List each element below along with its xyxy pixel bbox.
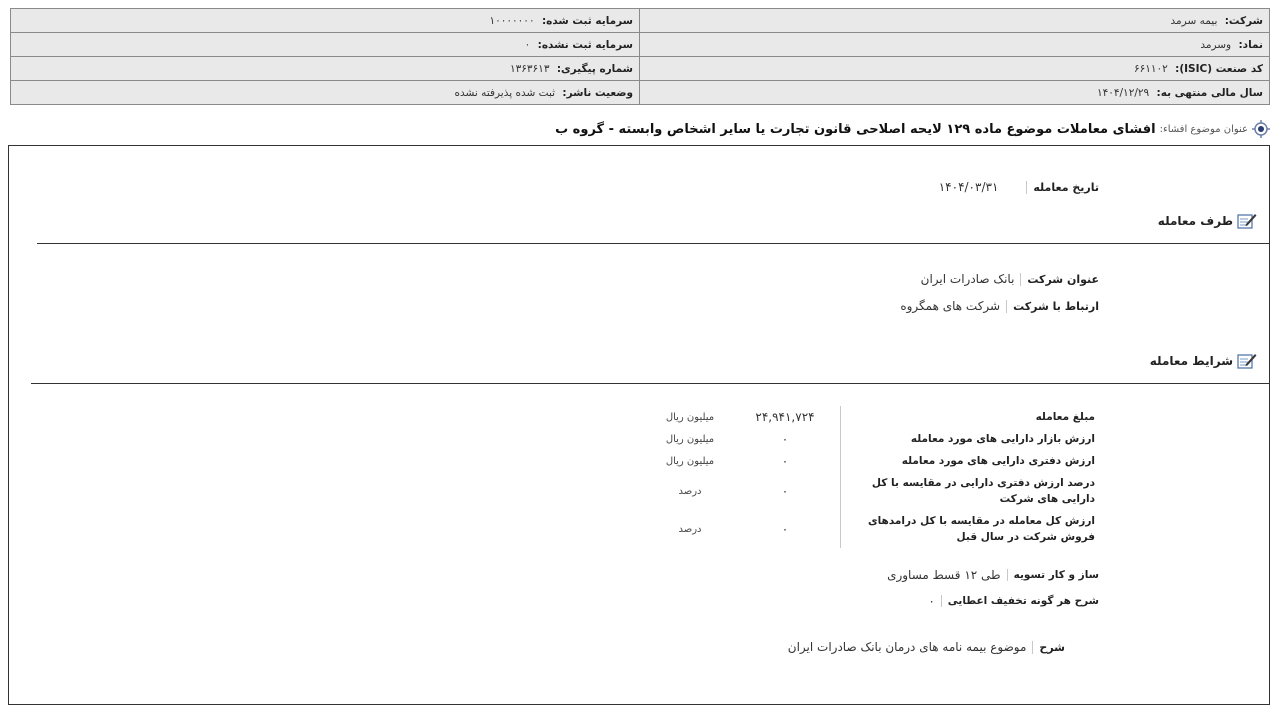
registered-capital-cell: [11, 9, 640, 33]
info-row: [11, 33, 1270, 57]
info-row: [11, 57, 1270, 81]
symbol-label: نماد:: [1238, 38, 1263, 51]
publisher-status-label: وضعیت ناشر:: [562, 86, 633, 99]
party-section-title: طرف معامله: [1157, 214, 1233, 228]
discount-value: ۰: [928, 594, 935, 608]
discount-row: [928, 594, 1099, 608]
condition-row: [619, 450, 1099, 472]
condition-value: ۰: [781, 522, 789, 536]
condition-row: [619, 406, 1099, 428]
registered-capital-label: سرمایه ثبت شده:: [541, 14, 633, 27]
edit-note-icon: [1237, 352, 1257, 370]
subject-prefix: عنوان موضوع افشاء:: [1159, 123, 1248, 135]
tracking-label: شماره پیگیری:: [556, 62, 633, 75]
transaction-date-value: ۱۴۰۴/۰۳/۳۱: [938, 180, 999, 194]
column-separator: [840, 472, 841, 510]
relation-value: شرکت های همگروه: [900, 299, 1001, 313]
transaction-date-row: [939, 180, 1099, 194]
description-row: [788, 640, 1065, 654]
description-value: موضوع بیمه نامه های درمان بانک صادرات ایران: [787, 640, 1027, 654]
settlement-row: [887, 568, 1099, 582]
unregistered-capital-cell: [11, 33, 640, 57]
condition-unit: میلیون ریال: [665, 433, 715, 445]
publisher-status-value: ثبت شده پذیرفته نشده: [454, 86, 556, 99]
company-label: شرکت:: [1224, 14, 1263, 27]
condition-row: [619, 428, 1099, 450]
condition-row: [619, 510, 1099, 548]
target-icon: [1252, 120, 1270, 138]
condition-unit: میلیون ریال: [665, 455, 715, 467]
party-section-divider: [37, 243, 1269, 244]
condition-label: ارزش دفتری دارایی های مورد معامله: [901, 455, 1095, 467]
company-value: بیمه سرمد: [1170, 14, 1218, 27]
subject-title: افشای معاملات موضوع ماده ۱۲۹ لایحه اصلاحی قانون تجارت یا سایر اشخاص وابسته - گروه ب: [555, 121, 1156, 137]
info-row: [11, 81, 1270, 105]
registered-capital-value: ۱۰۰۰۰۰۰۰: [489, 14, 535, 27]
unregistered-capital-label: سرمایه ثبت نشده:: [537, 38, 633, 51]
party-section-header: [1158, 212, 1257, 230]
column-separator: [840, 428, 841, 450]
settlement-label: ساز و کار تسویه: [1007, 569, 1099, 581]
condition-unit: درصد: [678, 523, 702, 535]
symbol-cell: [640, 33, 1270, 57]
isic-value: ۶۶۱۱۰۲: [1133, 62, 1168, 75]
condition-label: مبلغ معامله: [1035, 411, 1095, 423]
condition-value: ۰: [781, 454, 789, 468]
publisher-status-cell: [11, 81, 640, 105]
conditions-table: [619, 406, 1099, 548]
condition-value: ۲۴,۹۴۱,۷۲۴: [755, 410, 815, 424]
symbol-value: وسرمد: [1200, 38, 1232, 51]
condition-label: ارزش بازار دارایی های مورد معامله: [910, 433, 1095, 445]
column-separator: [840, 510, 841, 548]
company-info-table: [10, 8, 1270, 105]
disclosure-subject: [555, 120, 1270, 138]
condition-unit: درصد: [678, 485, 702, 497]
company-title-label: عنوان شرکت: [1020, 273, 1099, 286]
conditions-section-title: شرایط معامله: [1149, 354, 1233, 368]
description-label: شرح: [1032, 641, 1065, 654]
transaction-date-label: تاریخ معامله: [1026, 181, 1099, 194]
company-title-value: بانک صادرات ایران: [920, 272, 1015, 286]
edit-note-icon: [1237, 212, 1257, 230]
company-cell: [640, 9, 1270, 33]
fiscal-label: سال مالی منتهی به:: [1156, 86, 1263, 99]
condition-value: ۰: [781, 432, 789, 446]
company-title-row: [921, 272, 1099, 286]
discount-label: شرح هر گونه تخفیف اعطایی: [941, 595, 1099, 607]
condition-label: درصد ارزش دفتری دارایی در مقایسه با کل دارایی های شرکت: [871, 477, 1095, 505]
disclosure-content-box: [8, 145, 1270, 705]
isic-label: کد صنعت (ISIC):: [1175, 62, 1263, 75]
condition-row: [619, 472, 1099, 510]
column-separator: [840, 450, 841, 472]
fiscal-value: ۱۴۰۴/۱۲/۲۹: [1096, 86, 1150, 99]
condition-unit: میلیون ریال: [665, 411, 715, 423]
tracking-value: ۱۳۶۳۶۱۳: [509, 62, 550, 75]
settlement-value: طی ۱۲ قسط مساوری: [887, 568, 1001, 582]
column-separator: [840, 406, 841, 428]
fiscal-cell: [640, 81, 1270, 105]
conditions-section-header: [1150, 352, 1257, 370]
isic-cell: [640, 57, 1270, 81]
info-row: [11, 9, 1270, 33]
tracking-cell: [11, 57, 640, 81]
unregistered-capital-value: ۰: [524, 38, 531, 51]
condition-label: ارزش کل معامله در مقایسه با کل درامدهای فروش شرکت در سال قبل: [867, 515, 1095, 543]
conditions-section-divider: [31, 383, 1269, 384]
relation-row: [900, 299, 1099, 313]
relation-label: ارتباط با شرکت: [1006, 300, 1099, 313]
condition-value: ۰: [781, 484, 789, 498]
